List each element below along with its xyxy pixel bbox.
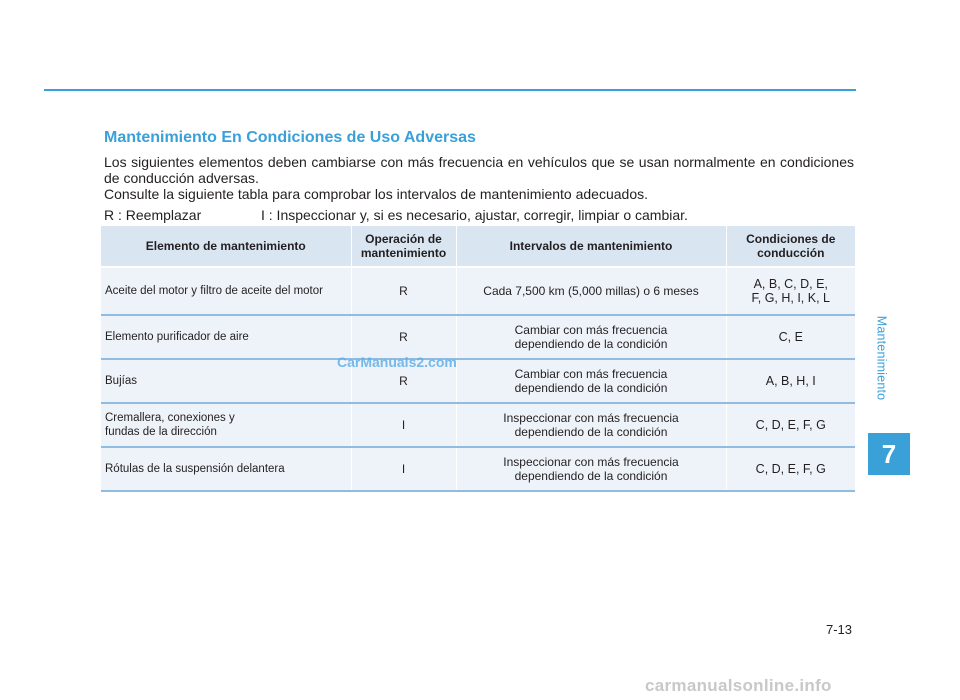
table-row <box>101 359 855 403</box>
section-title: Mantenimiento En Condiciones de Uso Adversas <box>104 129 476 146</box>
cell-item: Rótulas de la suspensión delantera <box>101 447 351 491</box>
cell-item: Aceite del motor y filtro de aceite del motor <box>101 267 351 315</box>
table-row <box>101 315 855 359</box>
cell-operation: R <box>351 315 456 359</box>
legend-inspect: I : Inspeccionar y, si es necesario, ajustar, corregir, limpiar o cambiar. <box>261 207 688 223</box>
cell-item: Cremallera, conexiones y fundas de la dirección <box>101 403 351 447</box>
cell-conditions: A, B, H, I <box>726 359 855 403</box>
header-conditions: Condiciones de conducción <box>726 226 855 267</box>
cell-interval: Cada 7,500 km (5,000 millas) o 6 meses <box>456 267 726 315</box>
page-number: 7-13 <box>826 622 853 637</box>
cell-conditions: C, D, E, F, G <box>726 447 855 491</box>
header-operation: Operación de mantenimiento <box>351 226 456 267</box>
legend-replace: R : Reemplazar <box>104 207 202 223</box>
cell-operation: I <box>351 447 456 491</box>
maintenance-table <box>101 226 855 492</box>
cell-operation: R <box>351 359 456 403</box>
top-rule <box>44 89 856 91</box>
cell-conditions: A, B, C, D, E, F, G, H, I, K, L <box>726 267 855 315</box>
chapter-side-label <box>871 298 891 418</box>
consult-paragraph: Consulte la siguiente tabla para comprobar los intervalos de mantenimiento adecuados. <box>104 186 648 202</box>
table-header-row <box>101 226 855 267</box>
cell-interval: Cambiar con más frecuencia dependiendo de la condición <box>456 359 726 403</box>
intro-paragraph: Los siguientes elementos deben cambiarse con más frecuencia en vehículos que se usan normalmente en condiciones de conducción adversas. <box>104 154 854 186</box>
chapter-tab: 7 <box>868 433 910 475</box>
cell-interval: Cambiar con más frecuencia dependiendo de la condición <box>456 315 726 359</box>
cell-conditions: C, D, E, F, G <box>726 403 855 447</box>
header-item: Elemento de mantenimiento <box>101 226 351 267</box>
cell-operation: R <box>351 267 456 315</box>
cell-interval: Inspeccionar con más frecuencia dependiendo de la condición <box>456 447 726 491</box>
table-row <box>101 267 855 315</box>
table-row <box>101 403 855 447</box>
cell-item: Elemento purificador de aire <box>101 315 351 359</box>
cell-interval: Inspeccionar con más frecuencia dependiendo de la condición <box>456 403 726 447</box>
cell-conditions: C, E <box>726 315 855 359</box>
cell-operation: I <box>351 403 456 447</box>
chapter-side-label-text: Mantenimiento <box>874 315 888 401</box>
watermark-link[interactable]: CarManuals2.com <box>337 354 457 370</box>
footer-watermark: carmanualsonline.info <box>645 676 832 695</box>
table-row <box>101 447 855 491</box>
header-interval: Intervalos de mantenimiento <box>456 226 726 267</box>
cell-item: Bujías <box>101 359 351 403</box>
